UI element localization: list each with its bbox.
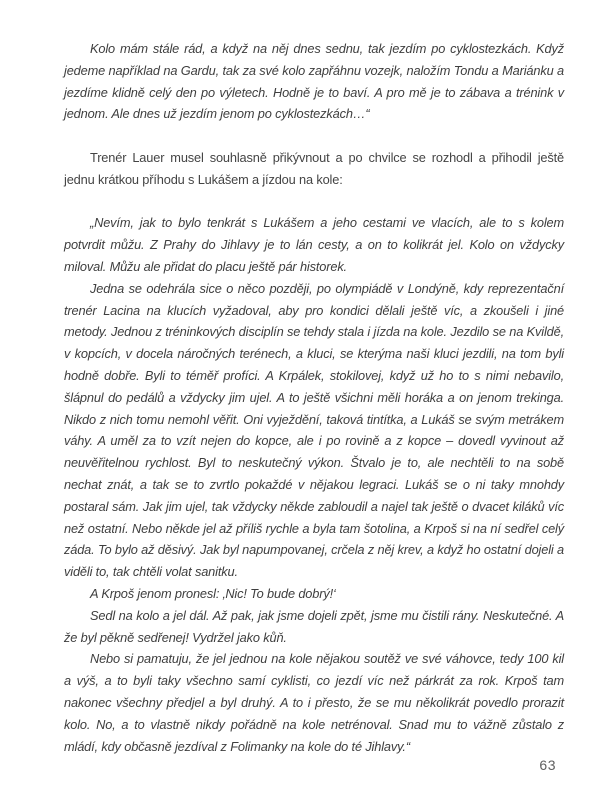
text-block [64,38,564,757]
paragraph-quote-closing: Nebo si pamatuju, že jel jednou na kole nějakou soutěž ve své váhovce, tedy 100 kil a výš, a to byli taky všechno samí cyklisti, co jezdí víc než párkrát za rok. Krpoš tam nakonec všechny předjel a byl druhý. A to i přesto, že se mu několikrát povedlo prorazit kolo. No, a to vlastně nikdy pořádně na kole netrénoval. Snad mu to vážně zůstalo z mládí, kdy občasně jezdíval z Folimanky na kole do té Jihlavy.“ [64,651,564,754]
page-number: 63 [539,757,556,773]
paragraph-quote-continued: Kolo mám stále rád, a když na něj dnes sednu, tak jezdím po cyklostezkách. Když jedeme například na Gardu, tak za své kolo zapřáhnu vozejk, naložím Tondu a Mariánku a jezdíme klidně celý den po výletech. Hodně je to baví. A pro mě je to zábava a trénink v jednom. Ale dnes už jezdím jenom po cyklostezkách…“ [64,41,564,122]
paragraph-quote-story: Jedna se odehrála sice o něco později, po olympiádě v Londýně, kdy reprezentační trenér Lacina na klucích vyžadoval, aby pro kondici dělali ještě víc, a zkoušeli i jiné metody. Jednou z tréninkových disciplín se tehdy stala i jízda na kole. Jezdilo se na Kvildě, v kopcích, v docela náročných terénech, a kluci, se kterýma naši kluci jezdili, na tom byli hodně dobře. Byli to téměř profíci. A Krpálek, stokilovej, když už ho to s nimi nebavilo, šlápnul do pedálů a vždycky jim ujel. A to ještě všichni měli horáka a on jenom trekinga. Nikdo z nich tomu nemohl věřit. Oni vyježdění, taková tintítka, a Lukáš se svým metrákem váhy. A uměl za to vzít nejen do kopce, ale i po rovině a z kopce – dovedl vyvinout až neuvěřitelnou rychlost. Byl to neskutečný výkon. Štvalo je to, ale nechtěli to na sobě nechat znát, a tak se to zvrtlo pokaždé v nějakou legraci. Lukáš se o ni taky mnohdy postaral sám. Jak jim ujel, tak vždycky někde zabloudil a najel tak ještě o dvacet kiláků víc než ostatní. Nebo někde jel až příliš rychle a byla tam šotolina, a Krpoš si na ní sedřel celý záda. To bylo až děsivý. Jak byl napumpovanej, crčela z něj krev, a když ho ostatní dojeli a viděli to, tak chtěli volat sanitku. [64,280,564,580]
paragraph-quote-exclamation: A Krpoš jenom pronesl: ‚Nic! To bude dobrý!‘ [90,585,336,601]
paragraph-quote-aftermath: Sedl na kolo a jel dál. Až pak, jak jsme dojeli zpět, jsme mu čistili rány. Neskutečné. A že byl pěkně sedřenej! Vydržel jako kůň. [64,607,564,645]
paragraph-narration: Trenér Lauer musel souhlasně přikývnout a po chvilce se rozhodl a přihodil ještě jednu krátkou příhodu s Lukášem a jízdou na kole: [64,149,564,187]
paragraph-quote-opening: „Nevím, jak to bylo tenkrát s Lukášem a jeho cestami ve vlacích, ale to s kolem potvrdit můžu. Z Prahy do Jihlavy je to lán cesty, a on to kolikrát jel. Kolo on vždycky miloval. Můžu ale přidat do placu ještě pár historek. [64,215,564,274]
